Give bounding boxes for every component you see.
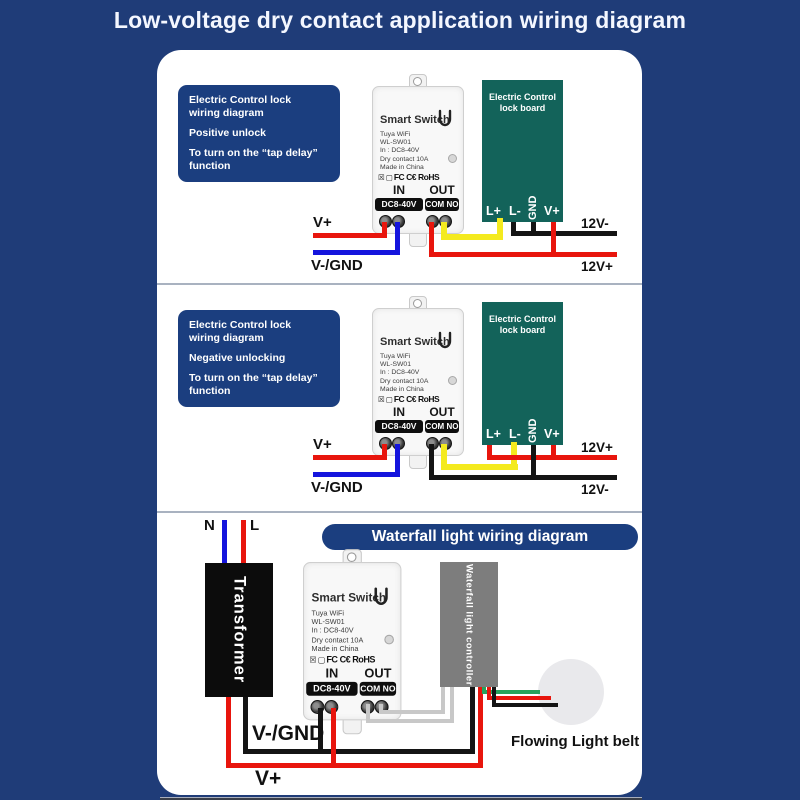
out-label: OUT [429,183,455,197]
box-icon: ▢ [385,395,393,404]
mount-hole [347,552,357,562]
lamp-icon [434,330,456,358]
wire-transformer-vplus [226,697,231,768]
rohs-mark: RoHS [418,172,440,182]
info-mode: Negative unlocking [189,352,286,364]
wire-board-vplus [551,445,556,460]
wire-no [441,464,518,470]
ce-mark: C€ [406,394,417,404]
switch-title: Smart Switch [380,336,450,348]
reset-button [448,154,457,163]
wire-transformer-vgnd [243,697,248,754]
smart-switch-device [372,86,462,232]
vgnd-label: V-/GND [252,722,325,745]
lamp-icon [434,108,456,136]
neutral-label: N [204,517,215,534]
out-label: OUT [429,405,455,419]
in-voltage-pill: DC8-40V [306,682,357,696]
line-label: L [250,517,260,534]
mount-tab [343,718,362,734]
panel-divider [157,511,642,513]
info-title: Electric Control lock wiring diagram [189,94,292,119]
transformer-block: Transformer [205,563,273,697]
terminal-lplus: L+ [486,427,501,441]
in-label: IN [393,405,405,419]
certification-row [309,654,377,665]
out-terminal-pill: COM NO [425,422,459,431]
wire-belt-black [492,703,558,707]
rohs-mark: RoHS [418,394,440,404]
wire-no [441,234,503,240]
terminal-gnd: GND [527,418,539,443]
reset-button [384,635,394,645]
wire-no-signal [441,687,445,714]
info-box-positive [178,85,340,182]
fcc-mark: FC [393,172,405,182]
vplus-label: V+ [313,436,332,453]
wire-no-signal [379,710,445,714]
fcc-mark: FC [393,394,405,404]
info-note: To turn on the “tap delay” function [189,372,318,397]
vgnd-label: V-/GND [311,479,363,496]
weee-icon: ☒ [309,655,317,665]
ce-mark: C€ [406,172,417,182]
terminal-lplus: L+ [486,204,501,218]
lock-board [482,302,563,445]
mount-hole [413,77,422,86]
lock-board-title: Electric Control lock board [488,92,556,113]
wire-com-signal [450,687,454,723]
fcc-mark: FC [326,654,338,665]
terminal-lminus: L- [509,204,521,218]
lock-board-title: Electric Control lock board [488,314,556,335]
smart-switch-device [303,562,399,718]
weee-icon: ☒ [378,395,385,404]
switch-specs: Tuya WiFi WL-SW01 In : DC8-40V Dry contact 10A Made in China [311,610,364,653]
smart-switch-device [372,308,462,454]
terminal-vplus: V+ [544,204,560,218]
wire-in2 [331,708,336,768]
wire-12v-plus [429,252,617,257]
switch-specs: Tuya WiFi WL-SW01 In : DC8-40V Dry contact 10A Made in China [380,131,429,171]
mount-tab [409,232,427,247]
waterfall-title: Waterfall light wiring diagram [322,524,638,550]
vgnd-label: V-/GND [311,257,363,274]
wire-vplus [313,233,387,238]
box-icon: ▢ [317,655,326,665]
certification-row [378,394,441,404]
rohs-mark: RoHS [352,654,375,665]
out-label: OUT [364,665,392,681]
lamp-icon [369,586,393,616]
wire-vgnd [395,222,400,255]
weee-icon: ☒ [378,173,385,182]
vplus-label: V+ [255,767,282,790]
info-note: To turn on the “tap delay” function [189,147,318,172]
info-title: Electric Control lock wiring diagram [189,319,292,344]
wire-vgnd [313,472,400,477]
wire-12v-minus [429,475,617,480]
mount-tab [409,454,427,469]
wire-vplus [382,222,387,238]
in-voltage-pill: DC8-40V [375,198,423,211]
wire-board-vplus [551,222,556,257]
switch-title: Smart Switch [311,591,387,605]
12v-plus-label: 12V+ [581,440,613,455]
out-terminal-pill: COM NO [425,200,459,209]
wire-no [497,218,503,240]
ce-mark: C€ [339,654,351,665]
waterfall-light-controller: Waterfall light controller [440,562,498,687]
12v-plus-label: 12V+ [581,259,613,274]
mount-hole [413,299,422,308]
in-voltage-pill: DC8-40V [375,420,423,433]
wire-gnd [531,445,536,480]
info-box-negative [178,310,340,407]
out-terminal-pill: COM NO [360,682,396,696]
wire-controller-vplus [478,687,483,767]
wire-vgnd-bus [243,749,475,754]
switch-title: Smart Switch [380,114,450,126]
terminal-gnd: GND [527,195,539,220]
lock-board [482,80,563,222]
box-icon: ▢ [385,173,393,182]
in-label: IN [325,665,339,681]
wire-vgnd [313,250,400,255]
wire-line [241,520,246,564]
wire-vgnd [395,444,400,477]
in-label: IN [393,183,405,197]
certification-row [378,172,441,182]
wire-controller-vgnd [470,687,475,753]
info-mode: Positive unlock [189,127,267,139]
wire-com-signal [366,719,454,723]
switch-specs: Tuya WiFi WL-SW01 In : DC8-40V Dry contact 10A Made in China [380,353,429,393]
wire-vplus [313,455,387,460]
reset-button [448,376,457,385]
panel-divider [157,283,642,285]
wire-belt-red [487,696,551,700]
flowing-light-belt [538,659,604,725]
vplus-label: V+ [313,214,332,231]
wire-neutral [222,520,227,564]
belt-label: Flowing Light belt [511,733,640,750]
wire-12v-minus [511,231,617,236]
12v-minus-label: 12V- [581,216,609,231]
terminal-vplus: V+ [544,427,560,441]
page-title: Low-voltage dry contact application wiring diagram [113,7,687,33]
terminal-lminus: L- [509,427,521,441]
12v-minus-label: 12V- [581,482,609,497]
wire-vplus [382,444,387,460]
